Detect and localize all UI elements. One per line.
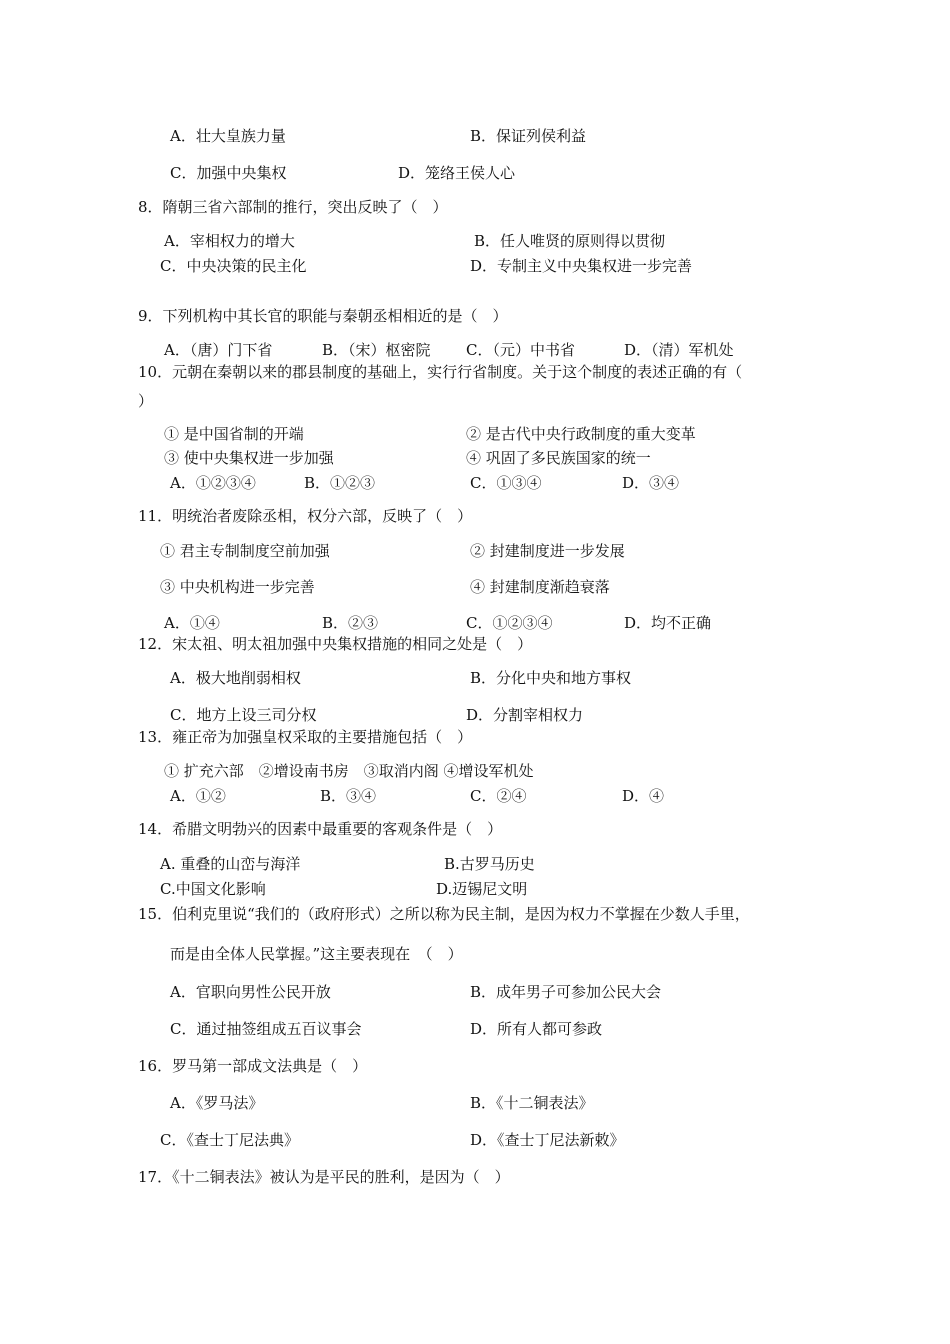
q15-stem-line2: 而是由全体人民掌握。”这主要表现在 （ ） <box>170 945 463 963</box>
q16-option-a: A．《罗马法》 <box>170 1094 264 1112</box>
q12-option-b: B．分化中央和地方事权 <box>470 669 632 687</box>
q11-stem: 11．明统治者废除丞相，权分六部，反映了（ ） <box>138 507 473 525</box>
q14-option-d: D.迈锡尼文明 <box>436 880 528 898</box>
q10-item-2: ② 是古代中央行政制度的重大变革 <box>466 425 696 443</box>
q13-items: ① 扩充六部 ②增设南书房 ③取消内阁 ④增设军机处 <box>164 762 534 780</box>
q10-option-a: A．①②③④ <box>170 474 256 492</box>
q9-option-b: B．（宋）枢密院 <box>322 341 431 359</box>
q15-stem-line1: 15．伯利克里说“我们的（政府形式）之所以称为民主制，是因为权力不掌握在少数人手里， <box>138 905 750 923</box>
q11-item-3: ③ 中央机构进一步完善 <box>160 578 315 596</box>
q11-option-d: D．均不正确 <box>624 614 712 632</box>
q11-item-2: ② 封建制度进一步发展 <box>470 542 625 560</box>
q13-option-b: B．③④ <box>320 787 377 805</box>
q15-option-a: A．官职向男性公民开放 <box>170 983 331 1001</box>
q12-option-a: A．极大地削弱相权 <box>170 669 301 687</box>
q7-option-d: D．笼络王侯人心 <box>398 164 516 182</box>
q10-option-b: B．①②③ <box>304 474 376 492</box>
q14-option-a: A. 重叠的山峦与海洋 <box>160 855 301 873</box>
q9-option-d: D．（清）军机处 <box>624 341 734 359</box>
q13-stem: 13．雍正帝为加强皇权采取的主要措施包括（ ） <box>138 728 473 746</box>
q9-option-c: C．（元）中书省 <box>466 341 575 359</box>
q13-option-a: A．①② <box>170 787 226 805</box>
q11-item-1: ① 君主专制制度空前加强 <box>160 542 330 560</box>
q8-option-d: D．专制主义中央集权进一步完善 <box>470 257 693 275</box>
q13-option-d: D．④ <box>622 787 665 805</box>
q9-stem: 9．下列机构中其长官的职能与秦朝丞相相近的是（ ） <box>138 307 508 325</box>
q16-option-c: C．《查士丁尼法典》 <box>160 1131 299 1149</box>
q10-item-1: ① 是中国省制的开端 <box>164 425 304 443</box>
q16-option-d: D．《查士丁尼法新敕》 <box>470 1131 625 1149</box>
q16-stem: 16．罗马第一部成文法典是（ ） <box>138 1057 368 1075</box>
q12-option-c: C．地方上设三司分权 <box>170 706 317 724</box>
q8-option-b: B．任人唯贤的原则得以贯彻 <box>474 232 666 250</box>
q10-stem-line2: ） <box>138 392 154 410</box>
q14-stem: 14．希腊文明勃兴的因素中最重要的客观条件是（ ） <box>138 820 503 838</box>
q14-option-b: B.古罗马历史 <box>444 855 535 873</box>
q9-option-a: A．（唐）门下省 <box>164 341 273 359</box>
q11-option-c: C．①②③④ <box>466 614 553 632</box>
q15-option-d: D．所有人都可参政 <box>470 1020 603 1038</box>
q10-stem-line1: 10．元朝在秦朝以来的郡县制度的基础上，实行行省制度。关于这个制度的表述正确的有（ <box>138 363 743 381</box>
q7-option-b: B．保证列侯利益 <box>470 127 587 145</box>
q11-option-a: A．①④ <box>164 614 220 632</box>
q7-option-c: C．加强中央集权 <box>170 164 287 182</box>
q16-option-b: B．《十二铜表法》 <box>470 1094 594 1112</box>
q17-stem: 17．《十二铜表法》被认为是平民的胜利，是因为（ ） <box>138 1168 510 1186</box>
q10-option-d: D．③④ <box>622 474 680 492</box>
q14-option-c: C.中国文化影响 <box>160 880 266 898</box>
q13-option-c: C．②④ <box>470 787 527 805</box>
q11-item-4: ④ 封建制度渐趋衰落 <box>470 578 610 596</box>
q12-option-d: D．分割宰相权力 <box>466 706 584 724</box>
q8-stem: 8．隋朝三省六部制的推行，突出反映了（ ） <box>138 198 448 216</box>
q8-option-a: A．宰相权力的增大 <box>164 232 295 250</box>
q8-option-c: C．中央决策的民主化 <box>160 257 307 275</box>
q11-option-b: B．②③ <box>322 614 379 632</box>
q10-item-4: ④ 巩固了多民族国家的统一 <box>466 449 651 467</box>
q15-option-b: B．成年男子可参加公民大会 <box>470 983 662 1001</box>
q7-option-a: A．壮大皇族力量 <box>170 127 286 145</box>
q15-option-c: C．通过抽签组成五百议事会 <box>170 1020 362 1038</box>
q10-item-3: ③ 使中央集权进一步加强 <box>164 449 334 467</box>
q10-option-c: C．①③④ <box>470 474 542 492</box>
q12-stem: 12．宋太祖、明太祖加强中央集权措施的相同之处是（ ） <box>138 635 533 653</box>
